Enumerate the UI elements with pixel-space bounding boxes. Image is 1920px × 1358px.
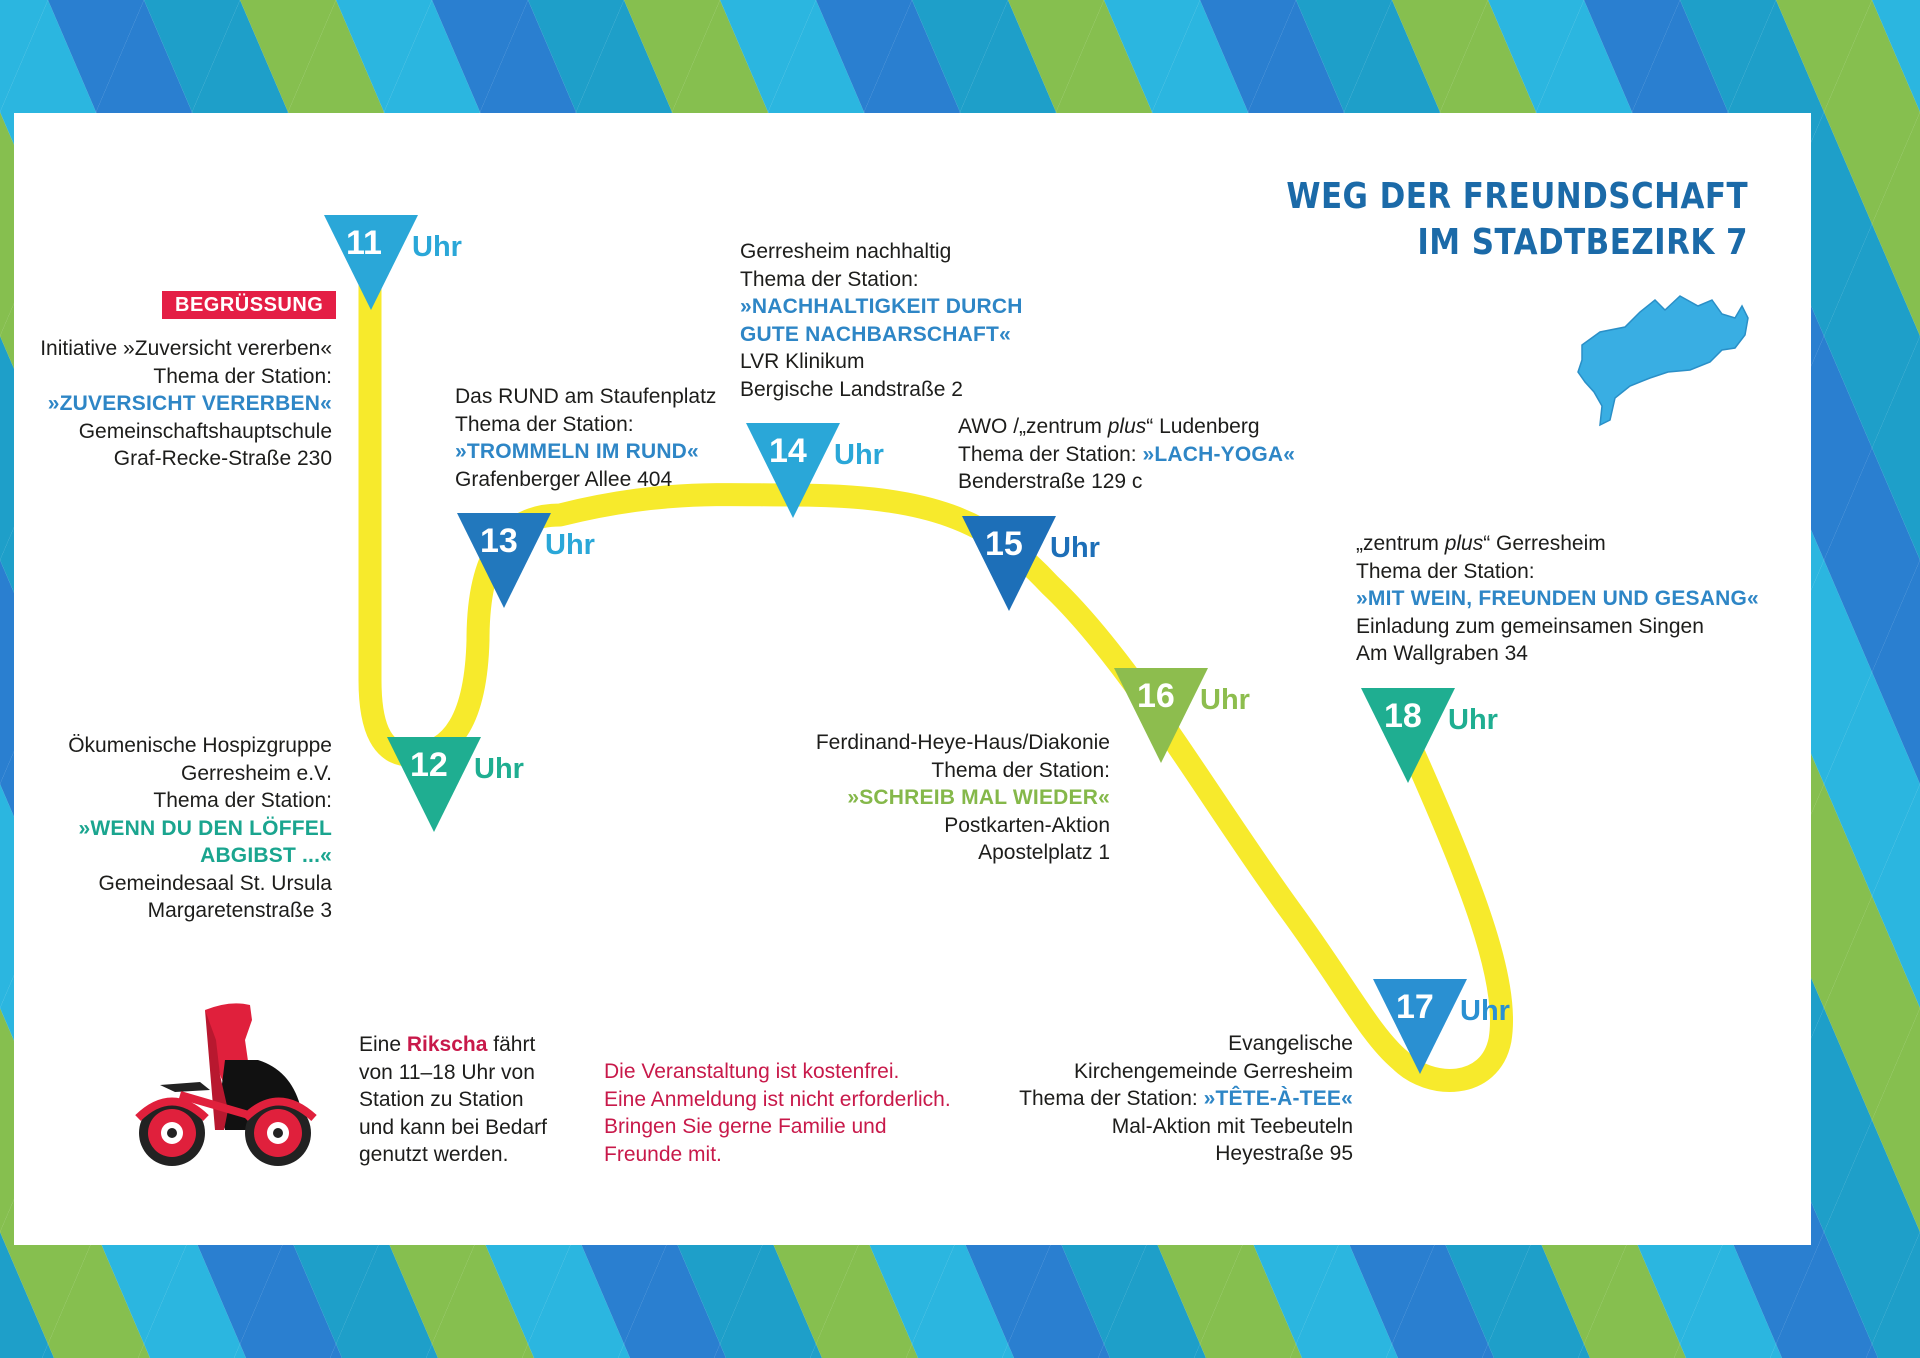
- station-13-theme: »TROMMELN IM RUND«: [455, 440, 699, 463]
- station-12-info: [68, 732, 332, 925]
- marker-uhr: Uhr: [545, 529, 595, 561]
- station-12-theme-label: Thema der Station:: [153, 789, 332, 812]
- marker-hour: 13: [480, 522, 518, 560]
- station-14-venue: LVR Klinikum: [740, 350, 865, 373]
- marker-hour: 17: [1396, 988, 1434, 1026]
- station-16-theme: »SCHREIB MAL WIEDER«: [847, 786, 1110, 809]
- notice-line-3: Bringen Sie gerne Familie und: [604, 1115, 887, 1138]
- station-14-theme-label: Thema der Station:: [740, 267, 919, 291]
- station-15-theme: »LACH-YOGA«: [1142, 442, 1296, 466]
- title-line-2: IM STADTBEZIRK 7: [1417, 222, 1748, 263]
- title-line-1: WEG DER FREUNDSCHAFT: [1286, 176, 1748, 217]
- station-17-address: Heyestraße 95: [1215, 1142, 1353, 1165]
- station-11-address: Graf-Recke-Straße 230: [113, 447, 332, 470]
- station-14-address: Bergische Landstraße 2: [740, 377, 963, 401]
- marker-hour: 15: [985, 525, 1023, 563]
- station-14-theme-2: GUTE NACHBARSCHAFT«: [740, 322, 1011, 346]
- station-15-info: [958, 413, 1295, 496]
- marker-hour: 14: [769, 432, 807, 470]
- marker-uhr: Uhr: [1200, 684, 1250, 716]
- station-15-address: Benderstraße 129 c: [958, 470, 1143, 493]
- marker-uhr: Uhr: [474, 753, 524, 785]
- station-11-theme-label: Thema der Station:: [153, 364, 332, 388]
- station-12-theme-1: »WENN DU DEN LÖFFEL: [78, 816, 332, 840]
- marker-uhr: Uhr: [1050, 532, 1100, 564]
- marker-uhr: Uhr: [1448, 704, 1498, 736]
- station-15-organizer-c: “ Ludenberg: [1146, 415, 1260, 438]
- station-16-info: [816, 729, 1110, 867]
- station-17-info: [1019, 1030, 1353, 1168]
- station-18-organizer: [1356, 530, 1759, 558]
- rikscha-line-5: genutzt werden.: [359, 1143, 509, 1166]
- marker-hour: 16: [1137, 677, 1175, 715]
- rikscha-line-1a: Eine: [359, 1033, 407, 1056]
- station-17-theme-row: [1019, 1085, 1353, 1113]
- station-15-organizer-plus: plus: [1107, 415, 1147, 438]
- station-14-organizer: Gerresheim nachhaltig: [740, 240, 952, 263]
- station-17-activity: Mal-Aktion mit Teebeuteln: [1111, 1114, 1353, 1138]
- station-17-organizer: Evangelische: [1228, 1032, 1353, 1055]
- station-17-theme: »TÊTE-À-TEE«: [1203, 1087, 1353, 1110]
- station-18-organizer-c: “ Gerresheim: [1483, 532, 1606, 555]
- station-18-activity: Einladung zum gemeinsamen Singen: [1356, 614, 1704, 638]
- station-16-theme-label: Thema der Station:: [931, 758, 1110, 782]
- station-marker-11[interactable]: [324, 215, 462, 310]
- marker-uhr: Uhr: [834, 439, 884, 471]
- station-16-organizer: Ferdinand-Heye-Haus/Diakonie: [815, 731, 1110, 754]
- station-13-theme-label: Thema der Station:: [455, 412, 634, 436]
- notice-line-4: Freunde mit.: [604, 1142, 722, 1166]
- station-11-venue: Gemeinschaftshauptschule: [78, 419, 332, 443]
- station-15-theme-label: Thema der Station:: [958, 442, 1143, 466]
- station-18-organizer-plus: plus: [1444, 532, 1484, 555]
- station-13-address: Grafenberger Allee 404: [455, 467, 673, 491]
- notice-line-1: Die Veranstaltung ist kostenfrei.: [604, 1060, 900, 1083]
- station-14-theme-1: »NACHHALTIGKEIT DURCH: [740, 295, 1023, 318]
- station-11-badge-wrap: [162, 294, 336, 317]
- event-notice: [604, 1058, 951, 1168]
- notice-line-2: Eine Anmeldung ist nicht erforderlich.: [604, 1087, 951, 1111]
- station-marker-15[interactable]: [962, 516, 1100, 611]
- rickshaw-icon: [138, 1003, 314, 1166]
- rikscha-line-1c: fährt: [487, 1033, 536, 1056]
- marker-uhr: Uhr: [1460, 995, 1510, 1027]
- marker-uhr: Uhr: [412, 231, 462, 263]
- station-18-info: [1356, 530, 1759, 668]
- station-marker-12[interactable]: [387, 737, 524, 832]
- district-map-icon: [1578, 296, 1748, 425]
- station-11-organizer: Initiative »Zuversicht vererben«: [40, 337, 332, 360]
- station-18-address: Am Wallgraben 34: [1356, 642, 1528, 665]
- station-18-theme: »MIT WEIN, FREUNDEN UND GESANG«: [1356, 587, 1759, 610]
- marker-hour: 18: [1384, 697, 1422, 735]
- welcome-badge: BEGRÜSSUNG: [162, 291, 336, 319]
- station-12-organizer-2: Gerresheim e.V.: [181, 761, 332, 785]
- station-17-theme-label: Thema der Station:: [1019, 1087, 1204, 1110]
- station-11-info: [40, 335, 332, 473]
- page-title: [1146, 174, 1748, 266]
- station-13-info: [455, 383, 716, 493]
- station-11-theme: »ZUVERSICHT VERERBEN«: [47, 392, 332, 415]
- rikscha-word: Rikscha: [406, 1033, 488, 1056]
- station-12-venue: Gemeindesaal St. Ursula: [98, 871, 332, 895]
- station-16-address: Apostelplatz 1: [978, 841, 1110, 864]
- station-15-organizer-a: AWO /„zentrum: [958, 415, 1108, 438]
- station-18-theme-label: Thema der Station:: [1356, 559, 1535, 583]
- station-15-theme-row: [958, 441, 1295, 469]
- station-12-organizer: Ökumenische Hospizgruppe: [68, 734, 332, 757]
- station-15-organizer: [958, 413, 1295, 441]
- station-18-organizer-a: „zentrum: [1356, 532, 1445, 555]
- marker-hour: 11: [346, 224, 382, 262]
- station-12-address: Margaretenstraße 3: [147, 899, 332, 922]
- station-12-theme-2: ABGIBST ...«: [200, 844, 332, 867]
- marker-hour: 12: [410, 746, 448, 784]
- station-16-activity: Postkarten-Aktion: [944, 813, 1110, 837]
- rikscha-line-2: von 11–18 Uhr von: [359, 1060, 535, 1084]
- station-13-organizer: Das RUND am Staufenplatz: [455, 385, 717, 408]
- station-14-info: [740, 238, 1023, 403]
- rikscha-line-1: [359, 1031, 547, 1059]
- rikscha-info: [359, 1031, 547, 1169]
- rikscha-line-4: und kann bei Bedarf: [359, 1115, 547, 1139]
- station-17-organizer-2: Kirchengemeinde Gerresheim: [1074, 1059, 1353, 1083]
- rikscha-line-3: Station zu Station: [359, 1088, 524, 1111]
